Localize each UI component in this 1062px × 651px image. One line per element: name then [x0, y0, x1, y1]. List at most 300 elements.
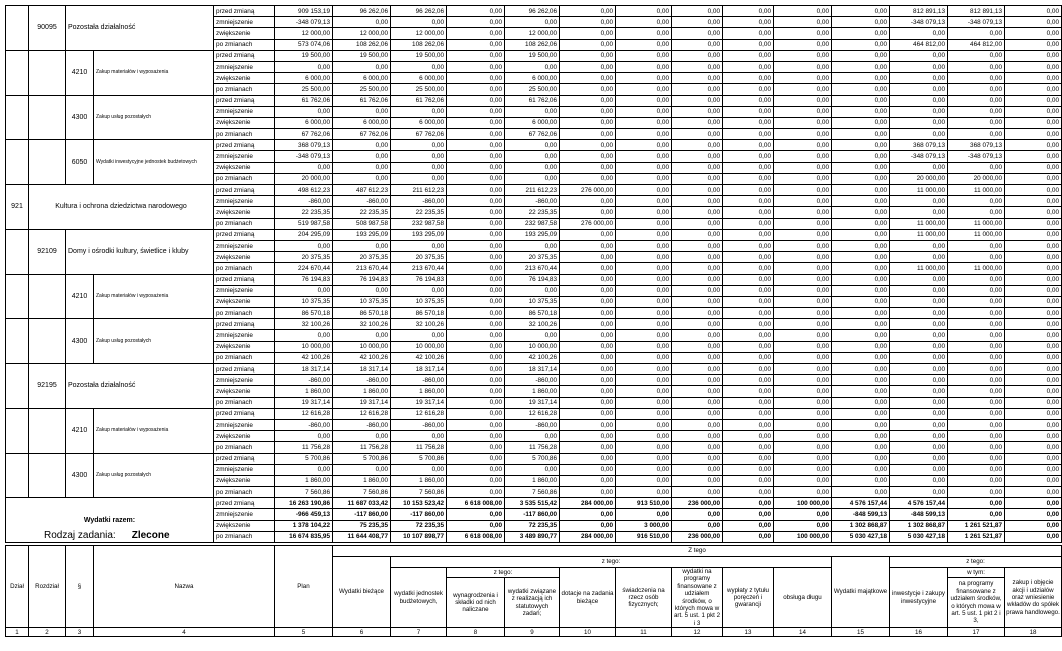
value-cell: 0,00: [832, 453, 890, 464]
row-label: przed zmianą: [214, 408, 275, 419]
value-cell: 0,00: [275, 285, 333, 296]
value-cell: 0,00: [774, 17, 832, 28]
table-row: [6, 50, 1062, 61]
value-cell: 0,00: [560, 442, 616, 453]
value-cell: 0,00: [275, 330, 333, 341]
value-cell: 0,00: [672, 352, 723, 363]
value-cell: 6 000,00: [505, 73, 560, 84]
value-cell: 0,00: [616, 207, 672, 218]
value-cell: 0,00: [948, 207, 1005, 218]
value-cell: 19 317,14: [505, 397, 560, 408]
value-cell: 0,00: [723, 95, 774, 106]
value-cell: 0,00: [560, 28, 616, 39]
row-label: po zmianach: [214, 84, 275, 95]
value-cell: 0,00: [616, 39, 672, 50]
value-cell: 193 295,09: [505, 229, 560, 240]
value-cell: 0,00: [560, 39, 616, 50]
value-cell: 0,00: [774, 330, 832, 341]
value-cell: 11 687 033,42: [333, 498, 391, 509]
value-cell: 19 317,14: [391, 397, 447, 408]
value-cell: 11 000,00: [890, 185, 948, 196]
value-cell: 0,00: [505, 106, 560, 117]
value-cell: -860,00: [391, 196, 447, 207]
value-cell: 0,00: [333, 162, 391, 173]
value-cell: 1 378 104,22: [275, 520, 333, 531]
row-label: po zmianach: [214, 173, 275, 184]
value-cell: 0,00: [832, 263, 890, 274]
value-cell: 11 756,28: [275, 442, 333, 453]
value-cell: 0,00: [616, 229, 672, 240]
value-cell: 0,00: [723, 341, 774, 352]
value-cell: 100 000,00: [774, 531, 832, 542]
value-cell: 0,00: [723, 218, 774, 229]
value-cell: 19 317,14: [333, 397, 391, 408]
dzial-cell: [6, 229, 29, 274]
value-cell: 0,00: [391, 151, 447, 162]
value-cell: 10 000,00: [505, 341, 560, 352]
value-cell: 1 860,00: [275, 386, 333, 397]
row-label: przed zmianą: [214, 6, 275, 17]
value-cell: 0,00: [447, 352, 505, 363]
value-cell: 0,00: [447, 61, 505, 72]
value-cell: 0,00: [1005, 263, 1062, 274]
value-cell: 0,00: [333, 464, 391, 475]
value-cell: 0,00: [723, 531, 774, 542]
value-cell: 0,00: [560, 6, 616, 17]
value-cell: 86 570,18: [333, 308, 391, 319]
value-cell: 0,00: [672, 442, 723, 453]
value-cell: 0,00: [723, 229, 774, 240]
row-label: zwiększenie: [214, 296, 275, 307]
value-cell: 0,00: [774, 39, 832, 50]
value-cell: 6 000,00: [333, 117, 391, 128]
value-cell: 1 860,00: [391, 386, 447, 397]
item-name-cell: Pozostała działalność: [66, 364, 214, 409]
value-cell: 0,00: [672, 475, 723, 486]
value-cell: 211 612,23: [505, 185, 560, 196]
value-cell: 0,00: [560, 319, 616, 330]
value-cell: 0,00: [1005, 106, 1062, 117]
value-cell: 0,00: [391, 61, 447, 72]
value-cell: 108 262,06: [333, 39, 391, 50]
value-cell: 0,00: [1005, 375, 1062, 386]
value-cell: 0,00: [616, 509, 672, 520]
value-cell: 0,00: [890, 196, 948, 207]
value-cell: 487 612,23: [333, 185, 391, 196]
column-number: 10: [560, 628, 616, 637]
value-cell: 0,00: [505, 162, 560, 173]
header-dotacje: dotacje na zadania bieżące: [560, 568, 616, 628]
value-cell: 464 812,00: [948, 39, 1005, 50]
value-cell: 0,00: [616, 173, 672, 184]
value-cell: 0,00: [774, 140, 832, 151]
value-cell: 0,00: [275, 240, 333, 251]
value-cell: 0,00: [948, 386, 1005, 397]
value-cell: 0,00: [672, 106, 723, 117]
value-cell: 0,00: [447, 487, 505, 498]
value-cell: 72 235,35: [391, 520, 447, 531]
table-row: [6, 6, 1062, 17]
value-cell: 0,00: [1005, 61, 1062, 72]
value-cell: 0,00: [774, 229, 832, 240]
value-cell: 0,00: [560, 106, 616, 117]
value-cell: -117 860,00: [505, 509, 560, 520]
value-cell: 0,00: [616, 475, 672, 486]
value-cell: 11 000,00: [890, 218, 948, 229]
value-cell: 0,00: [616, 296, 672, 307]
header-dzial: Dział: [6, 546, 29, 628]
value-cell: 0,00: [723, 39, 774, 50]
value-cell: 5 700,86: [333, 453, 391, 464]
value-cell: 0,00: [1005, 442, 1062, 453]
value-cell: 0,00: [560, 17, 616, 28]
value-cell: 20 375,35: [333, 252, 391, 263]
value-cell: -860,00: [333, 419, 391, 430]
value-cell: -848 599,13: [832, 509, 890, 520]
value-cell: 11 644 408,77: [333, 531, 391, 542]
value-cell: 0,00: [672, 196, 723, 207]
value-cell: 18 317,14: [391, 364, 447, 375]
value-cell: 0,00: [672, 129, 723, 140]
value-cell: 10 107 898,77: [391, 531, 447, 542]
value-cell: 0,00: [1005, 475, 1062, 486]
value-cell: 11 756,28: [391, 442, 447, 453]
value-cell: 1 302 868,87: [890, 520, 948, 531]
value-cell: 0,00: [1005, 498, 1062, 509]
value-cell: 0,00: [333, 61, 391, 72]
total-row: [6, 498, 1062, 509]
value-cell: 368 079,13: [948, 140, 1005, 151]
value-cell: 20 375,35: [275, 252, 333, 263]
value-cell: 0,00: [832, 475, 890, 486]
value-cell: 0,00: [774, 95, 832, 106]
value-cell: 0,00: [723, 61, 774, 72]
value-cell: 0,00: [774, 84, 832, 95]
value-cell: 232 987,58: [391, 218, 447, 229]
value-cell: 61 762,06: [333, 95, 391, 106]
header-z-tego-majatkowe: z tego:: [890, 557, 1062, 568]
rozdzial-cell: [29, 319, 66, 364]
value-cell: 0,00: [1005, 6, 1062, 17]
value-cell: 5 700,86: [391, 453, 447, 464]
value-cell: 0,00: [832, 28, 890, 39]
value-cell: 0,00: [774, 341, 832, 352]
value-cell: 0,00: [723, 106, 774, 117]
value-cell: 0,00: [1005, 531, 1062, 542]
value-cell: 5 700,86: [505, 453, 560, 464]
value-cell: 0,00: [1005, 229, 1062, 240]
value-cell: 0,00: [774, 296, 832, 307]
value-cell: 0,00: [774, 129, 832, 140]
header-programy: wydatki na programy finansowane z udziałem środków, o których mowa w art. 5 ust. 1 pkt 2 i 3: [672, 568, 723, 628]
value-cell: -348 079,13: [890, 17, 948, 28]
paragraf-cell: 4300: [66, 95, 94, 140]
column-number: 1: [6, 628, 29, 637]
value-cell: 10 153 523,42: [391, 498, 447, 509]
value-cell: 0,00: [832, 106, 890, 117]
rozdzial-cell: [29, 95, 66, 140]
value-cell: 86 570,18: [275, 308, 333, 319]
value-cell: 0,00: [505, 151, 560, 162]
value-cell: 0,00: [774, 464, 832, 475]
row-label: po zmianach: [214, 352, 275, 363]
item-name-cell: Wydatki inwestycyjne jednostek budżetowych: [94, 140, 214, 185]
value-cell: 0,00: [774, 386, 832, 397]
item-name-cell: Kultura i ochrona dziedzictwa narodowego: [29, 185, 214, 230]
item-name-cell: Domy i ośrodki kultury, świetlice i kluby: [66, 229, 214, 274]
value-cell: 0,00: [1005, 28, 1062, 39]
value-cell: 508 987,58: [333, 218, 391, 229]
value-cell: 0,00: [672, 73, 723, 84]
header-poreczenia: wypłaty z tytułu poręczeń i gwarancji: [723, 568, 774, 628]
value-cell: 0,00: [948, 129, 1005, 140]
value-cell: 0,00: [948, 408, 1005, 419]
value-cell: 0,00: [616, 453, 672, 464]
value-cell: 10 000,00: [275, 341, 333, 352]
value-cell: 0,00: [447, 386, 505, 397]
dzial-cell: [6, 274, 29, 319]
value-cell: 0,00: [616, 408, 672, 419]
value-cell: 0,00: [890, 95, 948, 106]
value-cell: 236 000,00: [672, 498, 723, 509]
value-cell: 0,00: [948, 487, 1005, 498]
value-cell: 0,00: [948, 498, 1005, 509]
value-cell: 0,00: [723, 464, 774, 475]
value-cell: 0,00: [672, 140, 723, 151]
value-cell: 12 000,00: [333, 28, 391, 39]
value-cell: 0,00: [616, 308, 672, 319]
value-cell: 32 100,26: [505, 319, 560, 330]
value-cell: 0,00: [672, 229, 723, 240]
value-cell: 0,00: [560, 162, 616, 173]
value-cell: 0,00: [890, 73, 948, 84]
value-cell: 0,00: [832, 117, 890, 128]
value-cell: 0,00: [447, 296, 505, 307]
row-label: przed zmianą: [214, 140, 275, 151]
value-cell: 0,00: [616, 319, 672, 330]
value-cell: 0,00: [560, 84, 616, 95]
value-cell: 0,00: [774, 408, 832, 419]
header-rozdzial: Rozdział: [29, 546, 66, 628]
value-cell: 20 000,00: [890, 173, 948, 184]
dzial-cell: [6, 50, 29, 95]
value-cell: 0,00: [333, 140, 391, 151]
value-cell: 236 000,00: [672, 531, 723, 542]
value-cell: 0,00: [890, 252, 948, 263]
column-number: 11: [616, 628, 672, 637]
value-cell: 0,00: [1005, 319, 1062, 330]
value-cell: 11 000,00: [890, 229, 948, 240]
value-cell: 32 100,26: [275, 319, 333, 330]
value-cell: 0,00: [774, 308, 832, 319]
value-cell: -348 079,13: [275, 151, 333, 162]
value-cell: 0,00: [447, 240, 505, 251]
value-cell: 0,00: [774, 6, 832, 17]
value-cell: 0,00: [616, 386, 672, 397]
value-cell: 0,00: [616, 151, 672, 162]
value-cell: -348 079,13: [890, 151, 948, 162]
value-cell: 0,00: [505, 330, 560, 341]
value-cell: 11 000,00: [890, 263, 948, 274]
value-cell: 0,00: [616, 140, 672, 151]
row-label: zwiększenie: [214, 73, 275, 84]
value-cell: 0,00: [560, 229, 616, 240]
value-cell: 0,00: [1005, 117, 1062, 128]
value-cell: 4 576 157,44: [832, 498, 890, 509]
row-label: zmniejszenie: [214, 375, 275, 386]
header-obsluga-dlugu: obsługa długu: [774, 568, 832, 628]
value-cell: 0,00: [774, 117, 832, 128]
item-name-cell: Zakup materiałów i wyposażenia: [94, 408, 214, 453]
value-cell: 909 153,19: [275, 6, 333, 17]
rozdzial-cell: [29, 50, 66, 95]
value-cell: 0,00: [560, 207, 616, 218]
value-cell: 11 000,00: [948, 229, 1005, 240]
value-cell: 0,00: [1005, 218, 1062, 229]
value-cell: 0,00: [1005, 397, 1062, 408]
value-cell: 0,00: [672, 151, 723, 162]
value-cell: 0,00: [616, 185, 672, 196]
value-cell: 12 616,28: [391, 408, 447, 419]
column-number: 4: [94, 628, 275, 637]
value-cell: 0,00: [723, 207, 774, 218]
value-cell: 0,00: [890, 408, 948, 419]
value-cell: 0,00: [447, 84, 505, 95]
value-cell: 0,00: [723, 252, 774, 263]
value-cell: 6 000,00: [275, 73, 333, 84]
value-cell: 0,00: [723, 274, 774, 285]
value-cell: 0,00: [447, 408, 505, 419]
value-cell: 61 762,06: [275, 95, 333, 106]
value-cell: 0,00: [672, 419, 723, 430]
row-label: zmniejszenie: [214, 240, 275, 251]
dzial-cell: [6, 364, 29, 409]
value-cell: 25 500,00: [333, 84, 391, 95]
value-cell: 0,00: [560, 263, 616, 274]
value-cell: 0,00: [774, 375, 832, 386]
value-cell: 0,00: [774, 106, 832, 117]
header-z-tego-jednostek: z tego:: [447, 568, 560, 578]
value-cell: 519 987,58: [275, 218, 333, 229]
value-cell: 0,00: [723, 509, 774, 520]
value-cell: 0,00: [672, 341, 723, 352]
column-number: 2: [29, 628, 66, 637]
value-cell: 0,00: [391, 431, 447, 442]
value-cell: 0,00: [447, 117, 505, 128]
value-cell: 3 489 890,77: [505, 531, 560, 542]
value-cell: 0,00: [890, 431, 948, 442]
value-cell: 0,00: [560, 308, 616, 319]
value-cell: 0,00: [672, 263, 723, 274]
value-cell: 0,00: [560, 196, 616, 207]
value-cell: 0,00: [832, 274, 890, 285]
value-cell: 0,00: [948, 442, 1005, 453]
value-cell: 11 000,00: [948, 185, 1005, 196]
header-wydatki-majatkowe: Wydatki majątkowe: [832, 557, 890, 628]
table-row: [6, 408, 1062, 419]
value-cell: 0,00: [948, 28, 1005, 39]
value-cell: 67 762,06: [333, 129, 391, 140]
value-cell: 0,00: [447, 509, 505, 520]
value-cell: 0,00: [890, 319, 948, 330]
value-cell: 0,00: [616, 84, 672, 95]
value-cell: 22 235,35: [275, 207, 333, 218]
value-cell: 0,00: [447, 431, 505, 442]
rozdzial-cell: [29, 140, 66, 185]
value-cell: 276 000,00: [560, 185, 616, 196]
value-cell: 0,00: [672, 252, 723, 263]
value-cell: 224 670,44: [275, 263, 333, 274]
value-cell: 0,00: [560, 285, 616, 296]
row-label: zmniejszenie: [214, 151, 275, 162]
value-cell: 0,00: [723, 50, 774, 61]
value-cell: 0,00: [948, 364, 1005, 375]
value-cell: 0,00: [560, 61, 616, 72]
value-cell: 0,00: [774, 475, 832, 486]
value-cell: -860,00: [275, 375, 333, 386]
value-cell: 0,00: [505, 285, 560, 296]
value-cell: 0,00: [616, 218, 672, 229]
value-cell: 0,00: [672, 308, 723, 319]
rozdzial-cell: 90095: [29, 6, 66, 51]
dzial-cell: [6, 453, 29, 498]
dzial-cell: [6, 95, 29, 140]
value-cell: 0,00: [616, 274, 672, 285]
value-cell: 0,00: [333, 106, 391, 117]
value-cell: 0,00: [948, 240, 1005, 251]
column-number: 8: [447, 628, 505, 637]
value-cell: 0,00: [1005, 330, 1062, 341]
value-cell: 0,00: [774, 263, 832, 274]
value-cell: 0,00: [447, 185, 505, 196]
value-cell: -860,00: [505, 375, 560, 386]
value-cell: 0,00: [1005, 341, 1062, 352]
value-cell: 0,00: [832, 73, 890, 84]
value-cell: 0,00: [1005, 207, 1062, 218]
column-number: 7: [391, 628, 447, 637]
value-cell: 913 510,00: [616, 498, 672, 509]
task-type-label: Rodzaj zadania:: [44, 530, 116, 541]
value-cell: 0,00: [890, 162, 948, 173]
value-cell: 61 762,06: [505, 95, 560, 106]
value-cell: 193 295,09: [391, 229, 447, 240]
value-cell: 0,00: [832, 341, 890, 352]
value-cell: 4 576 157,44: [890, 498, 948, 509]
value-cell: 213 670,44: [505, 263, 560, 274]
value-cell: 0,00: [832, 140, 890, 151]
row-label: zmniejszenie: [214, 61, 275, 72]
value-cell: 0,00: [560, 117, 616, 128]
value-cell: 0,00: [447, 129, 505, 140]
paragraf-cell: 6050: [66, 140, 94, 185]
value-cell: 0,00: [774, 73, 832, 84]
value-cell: 0,00: [723, 375, 774, 386]
value-cell: 0,00: [616, 6, 672, 17]
value-cell: 0,00: [447, 341, 505, 352]
value-cell: 19 500,00: [391, 50, 447, 61]
value-cell: 67 762,06: [391, 129, 447, 140]
value-cell: 0,00: [672, 61, 723, 72]
value-cell: 12 616,28: [275, 408, 333, 419]
table-row: [6, 185, 1062, 196]
value-cell: 0,00: [391, 17, 447, 28]
value-cell: 0,00: [616, 28, 672, 39]
value-cell: 0,00: [723, 285, 774, 296]
header-paragraf: §: [66, 546, 94, 628]
value-cell: 42 100,26: [275, 352, 333, 363]
item-name-cell: Zakup usług pozostałych: [94, 453, 214, 498]
value-cell: 0,00: [391, 464, 447, 475]
